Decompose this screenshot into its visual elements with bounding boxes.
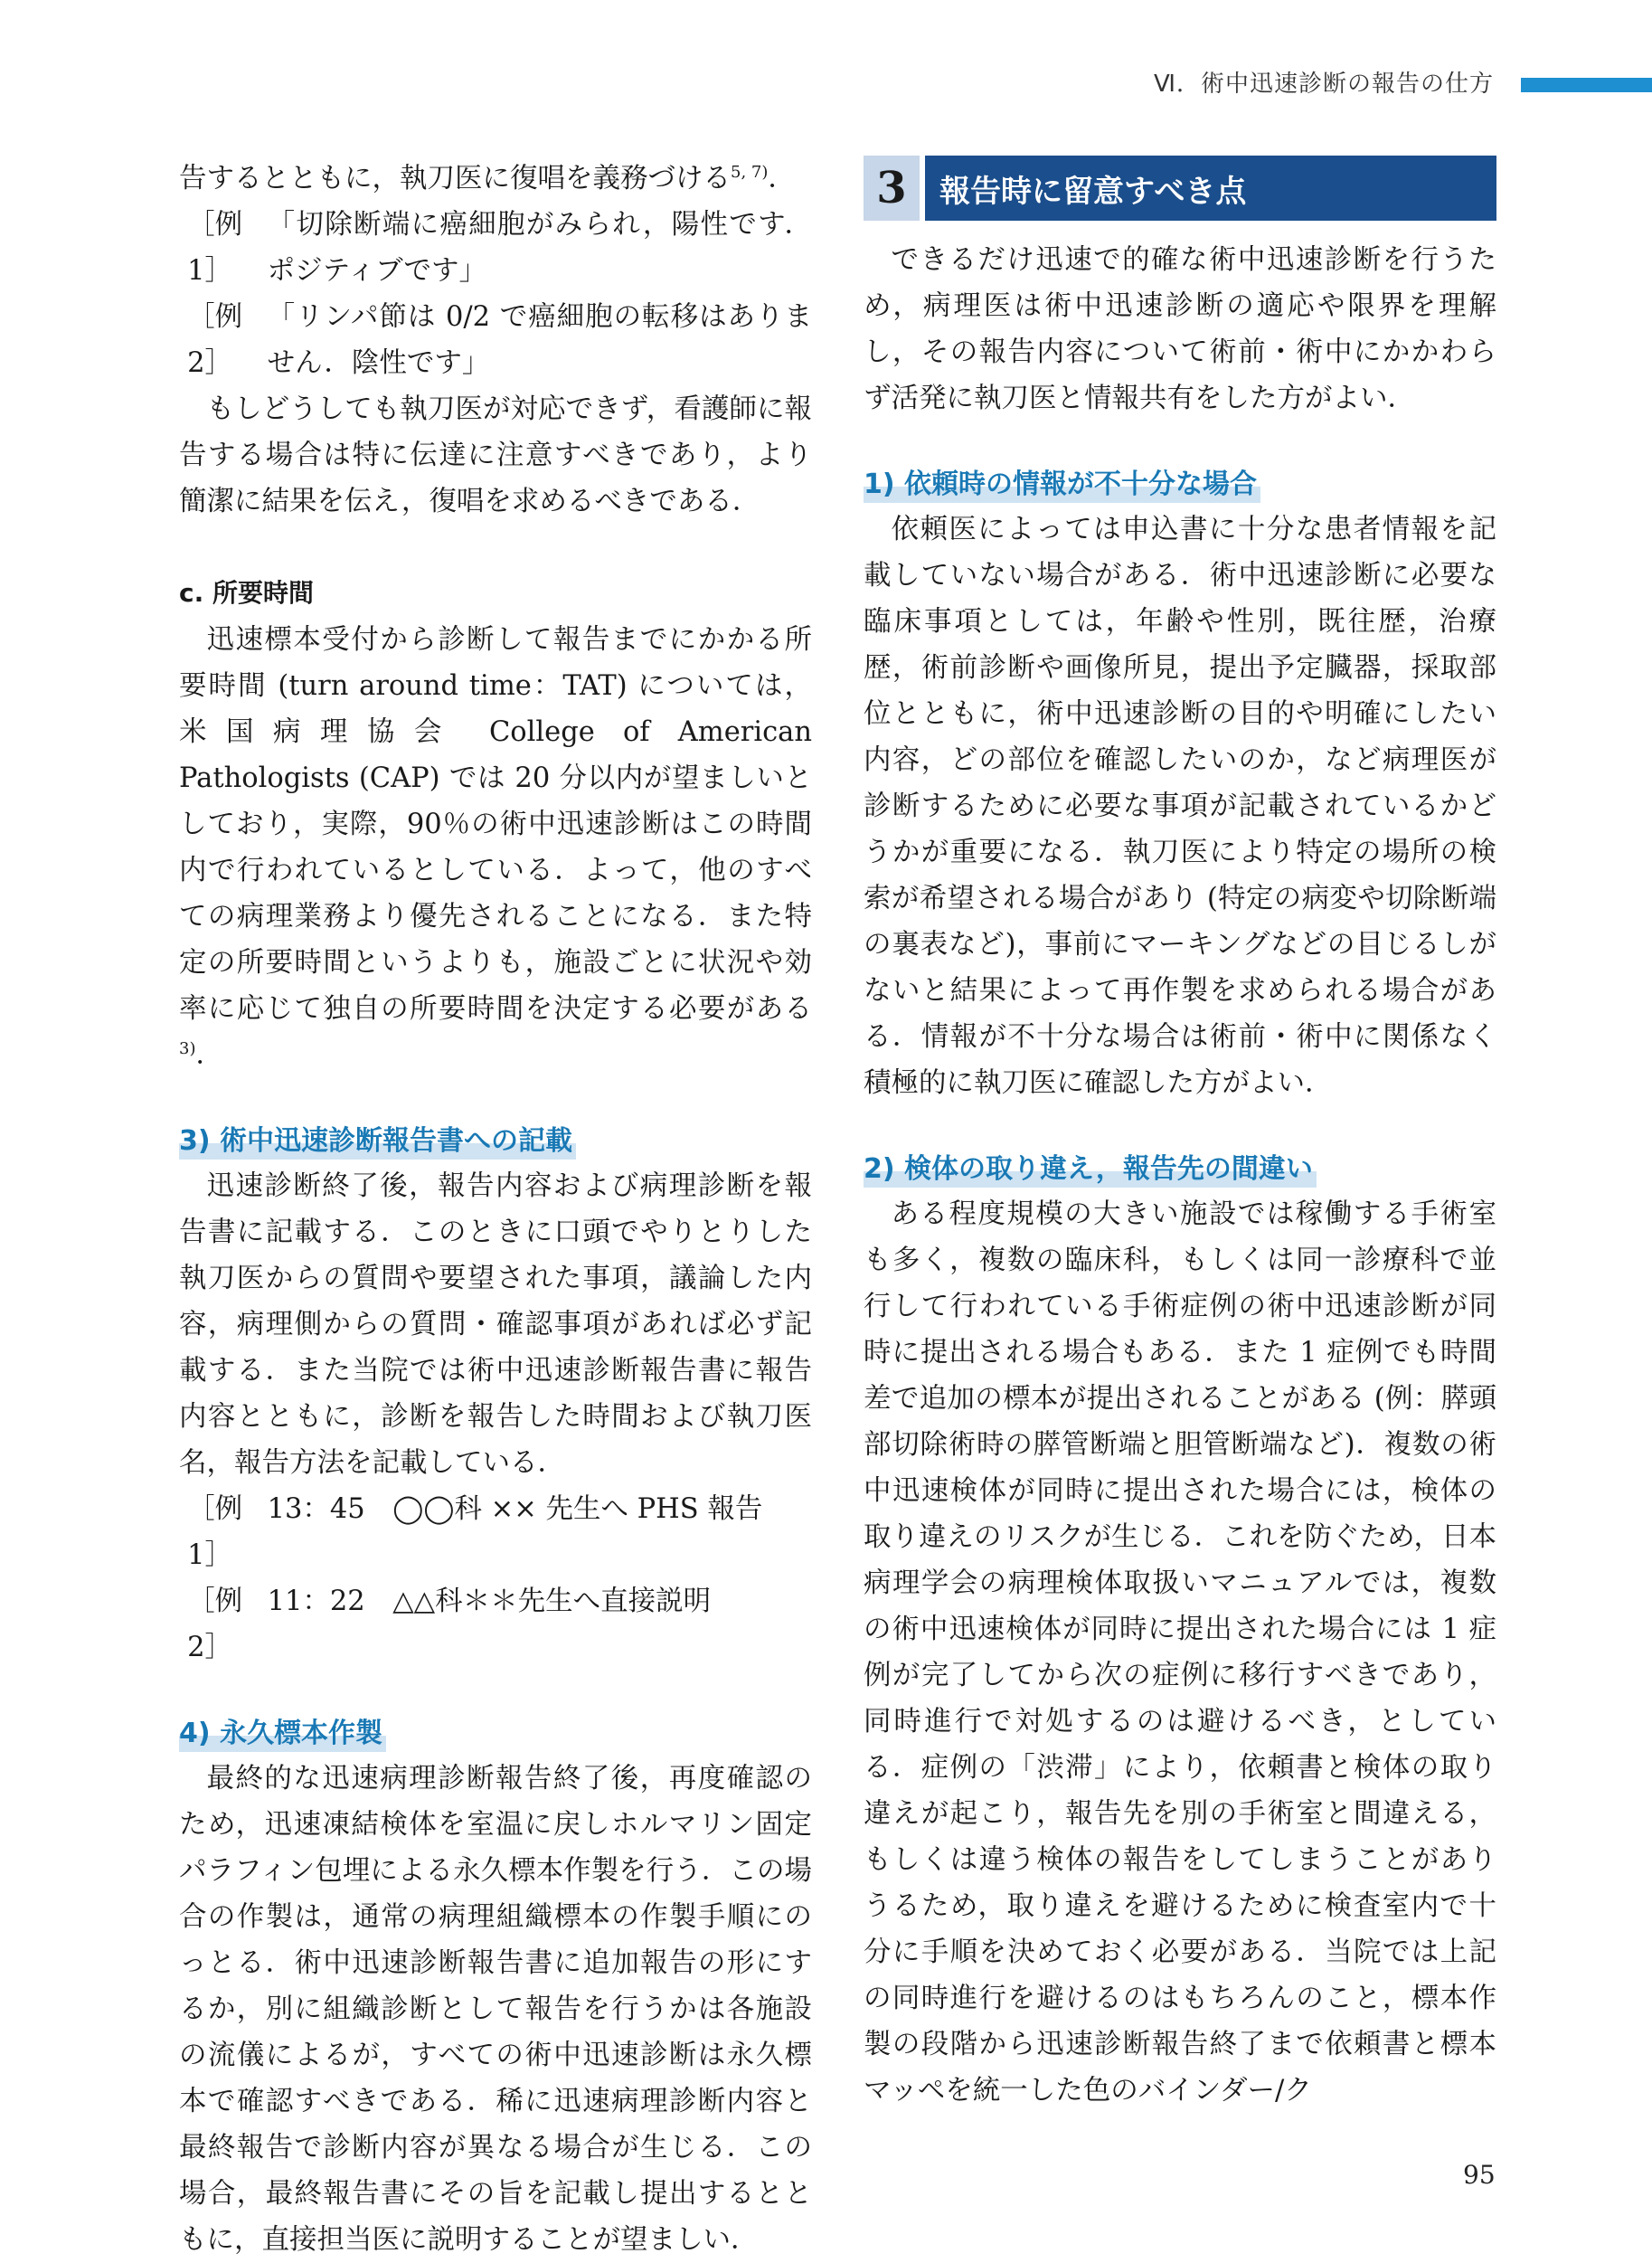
record-example-1: ［例 1］ 13：45 ◯◯科 ×× 先生へ PHS 報告: [187, 1493, 763, 1571]
header-accent-bar: [1521, 78, 1652, 92]
heading-report-record: 3) 術中迅速診断報告書への記載: [179, 1123, 576, 1160]
running-title: Ⅵ．術中迅速診断の報告の仕方: [1154, 71, 1494, 98]
heading-specimen-mixup: 2) 検体の取り違え，報告先の間違い: [864, 1151, 1317, 1188]
insufficient-info-paragraph: 依頼医によっては申込書に十分な患者情報を記載していない場合がある．術中迅速診断に必要な臨床事項としては，年齢や性別，既往歴，治療歴，術前診断や画像所見，提出予定臓器，採取部位とともに，術中迅速診断の目的や明確にしたい内容，どの部位を確認したいのか，など病理医が診断するために必要な事項が記載されているかどうかが重要になる．執刀医により特定の場所の検索が希望される場合があり (特定の病変や切除断端の裏表など)，事前にマーキングなどの目じるしがないと結果によって再作製を求められる場合がある．情報が不十分な場合は術前・術中に関係なく積極的に執刀医に確認した方がよい．: [864, 514, 1496, 1099]
time-paragraph: 迅速標本受付から診断して報告までにかかる所要時間 (turn around time：TAT) については，米国病理協会 College of American Pathologists (CAP) では 20 分以内が望ましいとしており，実際，90％の術中迅速診断はこの時間内で行われているとしている．よって，他のすべての病理業務より優先されることになる．また特定の所要時間というよりも，施設ごとに状況や効率に応じて独自の所要時間を決定する必要がある$^{3)}$．: [179, 624, 812, 1071]
left-column: [179, 156, 812, 2263]
nurse-paragraph: もしどうしても執刀医が対応できず，看護師に報告する場合は特に伝達に注意すべきであり，より簡潔に結果を伝え，復唱を求めるべきである．: [179, 393, 812, 517]
section-title: 報告時に留意すべき点: [925, 156, 1496, 221]
subheading-time: c. 所要時間: [179, 578, 314, 608]
specimen-mixup-paragraph: ある程度規模の大きい施設では稼働する手術室も多く，複数の臨床科，もしくは同一診療科で並行して行われている手術症例の術中迅速診断が同時に提出される場合もある．また 1 症例でも時間差で追加の標本が提出されることがある (例：膵頭部切除術時の膵管断端と胆管断端など)．複数の術中迅速検体が同時に提出された場合には，検体の取り違えのリスクが生じる．これを防ぐため，日本病理学会の病理検体取扱いマニュアルでは，複数の術中迅速検体が同時に提出された場合には 1 症例が完了してから次の症例に移行すべきであり，同時進行で対処するのは避けるべき，としている．症例の「渋滞」により，依頼書と検体の取り違えが起こり，報告先を別の手術室と間違える，もしくは違う検体の報告をしてしまうことがありうるため，取り違えを避けるために検査室内で十分に手順を決めておく必要がある．当院では上記の同時進行を避けるのはもちろんのこと，標本作製の段階から迅速診断報告終了まで依頼書と標本マッペを統一した色のバインダー/ク: [864, 1198, 1496, 2107]
permanent-specimen-paragraph: 最終的な迅速病理診断報告終了後，再度確認のため，迅速凍結検体を室温に戻しホルマリン固定パラフィン包埋による永久標本作製を行う．この場合の作製は，通常の病理組織標本の作製手順にのっとる．術中迅速診断報告書に追加報告の形にするか，別に組織診断として報告を行うかは各施設の流儀によるが，すべての術中迅速診断は永久標本で確認すべきである．稀に迅速病理診断内容と最終報告で診断内容が異なる場合が生じる．この場合，最終報告書にその旨を記載し提出するとともに，直接担当医に説明することが望ましい．: [179, 1763, 812, 2256]
record-example-2: ［例 2］ 11：22 △△科＊＊先生へ直接説明: [187, 1586, 712, 1663]
heading-permanent-specimen: 4) 永久標本作製: [179, 1716, 386, 1752]
report-record-paragraph: 迅速診断終了後，報告内容および病理診断を報告書に記載する．このときに口頭でやりとりした執刀医からの質問や要望された事項，議論した内容，病理側からの質問・確認事項があれば必ず記載する．また当院では術中迅速診断報告書に報告内容とともに，診断を報告した時間および執刀医名，報告方法を記載している．: [179, 1170, 812, 1479]
example-1: ［例 1］ 「切除断端に癌細胞がみられ，陽性です．ポジティブです」: [187, 209, 812, 287]
page-number: 95: [1463, 2160, 1496, 2190]
section-intro-paragraph: できるだけ迅速で的確な術中迅速診断を行うため，病理医は術中迅速診断の適応や限界を理解し，その報告内容について術前・術中にかかわらず活発に執刀医と情報共有をした方がよい．: [864, 244, 1496, 414]
right-column: [864, 156, 1496, 2114]
intro-line: 告するとともに，執刀医に復唱を義務づける$^{5, 7)}$．: [179, 162, 796, 194]
example-2: ［例 2］ 「リンパ節は 0/2 で癌細胞の転移はありません．陰性です」: [187, 301, 812, 379]
section-heading: [864, 156, 1496, 221]
section-number: 3: [864, 156, 920, 221]
heading-insufficient-info: 1) 依頼時の情報が不十分な場合: [864, 467, 1260, 503]
